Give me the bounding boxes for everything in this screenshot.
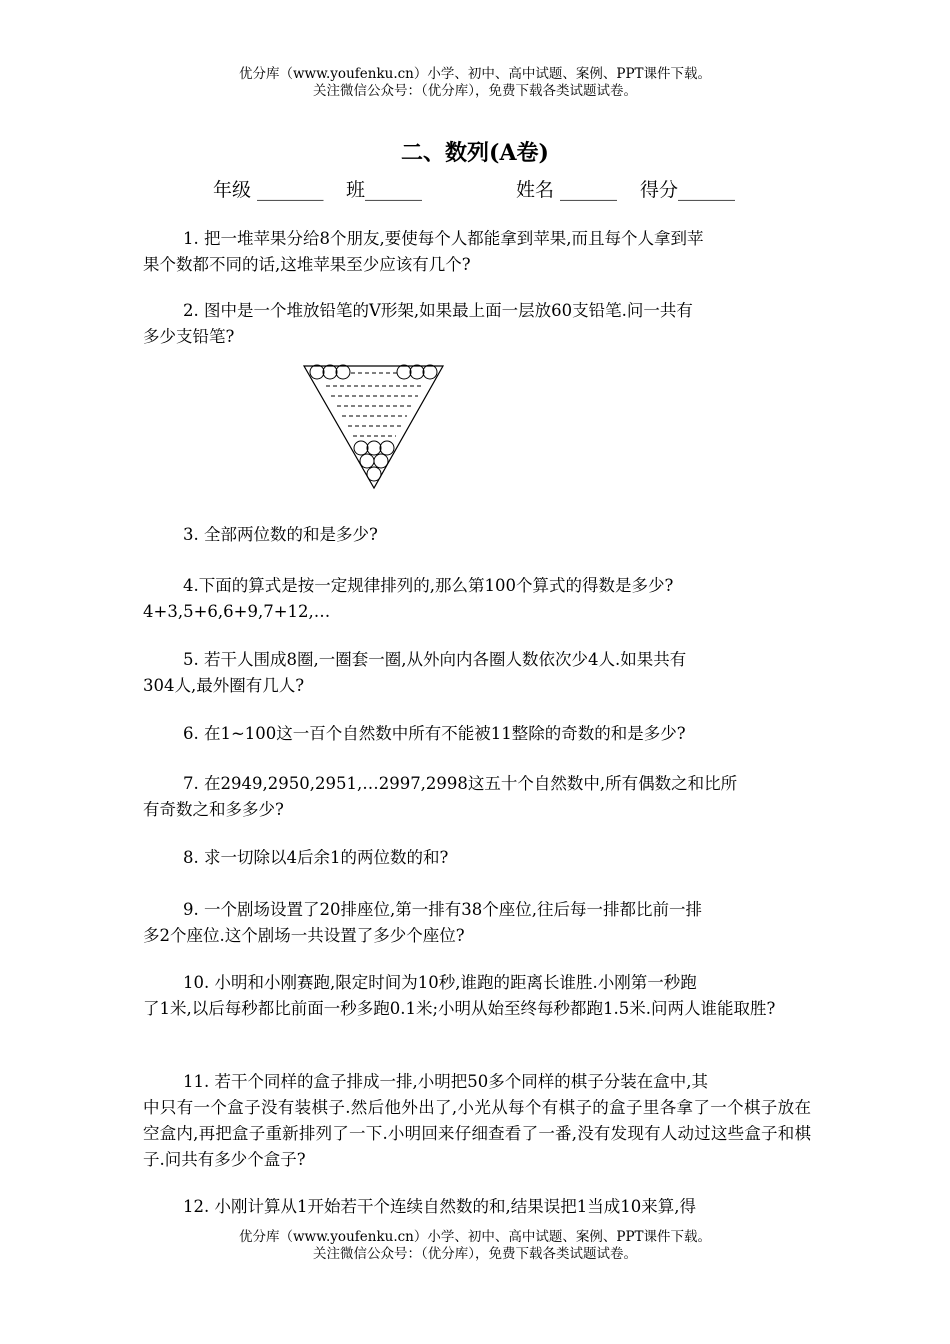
v-rack-figure [300,360,450,492]
pencil-circle [367,467,381,481]
question-text-cont: 果个数都不同的话,这堆苹果至少应该有几个? [143,255,471,274]
question-text-cont: 304人,最外圈有几人? [143,676,305,695]
question-12 [143,1194,811,1220]
question-text-cont: 多2个座位.这个剧场一共设置了多少个座位? [143,926,465,945]
question-5 [143,647,811,699]
question-9 [143,897,811,949]
question-text: 4.下面的算式是按一定规律排列的,那么第100个算式的得数是多少? [183,576,674,595]
header-line-1: 优分库（www.youfenku.cn）小学、初中、高中试题、案例、PPT课件下载。 [238,66,712,82]
question-3 [143,522,811,548]
question-10 [143,970,811,1022]
pencil-circle [336,365,350,379]
question-text: 3. 全部两位数的和是多少? [183,525,378,544]
pencil-circle [397,365,411,379]
question-4 [143,573,811,625]
pencil-circle [367,441,381,455]
pencil-circle [410,365,424,379]
question-text: 7. 在2949,2950,2951,…2997,2998这五十个自然数中,所有偶数之和比所 [183,774,738,793]
score-field[interactable]: 得分______ [640,179,736,201]
pencil-circle [423,365,437,379]
question-text-cont: 有奇数之和多多少? [143,800,284,819]
question-1 [143,226,811,278]
footer-line-2: 关注微信公众号：（优分库），免费下载各类试题试卷。 [313,1246,637,1262]
question-text: 11. 若干个同样的盒子排成一排,小明把50多个同样的棋子分装在盒中,其 [183,1072,708,1091]
question-text-cont: 了1米,以后每秒都比前面一秒多跑0.1米;小明从始至终每秒都跑1.5米.问两人谁能取胜? [143,999,776,1018]
question-text: 8. 求一切除以4后余1的两位数的和? [183,848,449,867]
question-text: 1. 把一堆苹果分给8个朋友,要使每个人都能拿到苹果,而且每个人拿到苹 [183,229,704,248]
header-line-2: 关注微信公众号：（优分库），免费下载各类试题试卷。 [313,83,637,99]
pencil-circle [354,441,368,455]
question-8 [143,845,811,871]
question-6 [143,721,811,747]
class-field[interactable]: 班______ [346,179,423,201]
page-title: 二、数列(A卷) [401,140,549,166]
question-text-cont: 多少支铅笔? [143,327,235,346]
grade-field[interactable]: 年级 _______ [213,179,324,201]
question-text-cont: 中只有一个盒子没有装棋子.然后他外出了,小光从每个有棋子的盒子里各拿了一个棋子放在空盒内,再把盒子重新排列了一下.小明回来仔细查看了一番,没有发现有人动过这些盒子和棋子.问共有多少个盒子? [143,1098,811,1169]
question-text: 5. 若干人围成8圈,一圈套一圈,从外向内各圈人数依次少4人.如果共有 [183,650,687,669]
question-2 [143,298,811,350]
pencil-circle [323,365,337,379]
question-text: 9. 一个剧场设置了20排座位,第一排有38个座位,往后每一排都比前一排 [183,900,702,919]
question-7 [143,771,811,823]
footer-line-1: 优分库（www.youfenku.cn）小学、初中、高中试题、案例、PPT课件下载。 [238,1229,712,1245]
question-text-cont: 4+3,5+6,6+9,7+12,… [143,602,331,621]
page-footer [0,1229,950,1263]
question-text: 12. 小刚计算从1开始若干个连续自然数的和,结果误把1当成10来算,得 [183,1197,696,1216]
question-text: 6. 在1~100这一百个自然数中所有不能被11整除的奇数的和是多少? [183,724,686,743]
name-field[interactable]: 姓名 ______ [516,179,618,201]
question-11 [143,1069,811,1173]
page-header [0,66,950,100]
question-text: 10. 小明和小刚赛跑,限定时间为10秒,谁跑的距离长谁胜.小刚第一秒跑 [183,973,697,992]
pencil-circle [374,454,388,468]
pencil-circle [310,365,324,379]
v-rack-outline [304,366,443,488]
pencil-circle [360,454,374,468]
question-text: 2. 图中是一个堆放铅笔的V形架,如果最上面一层放60支铅笔.问一共有 [183,301,693,320]
pencil-circle [380,441,394,455]
